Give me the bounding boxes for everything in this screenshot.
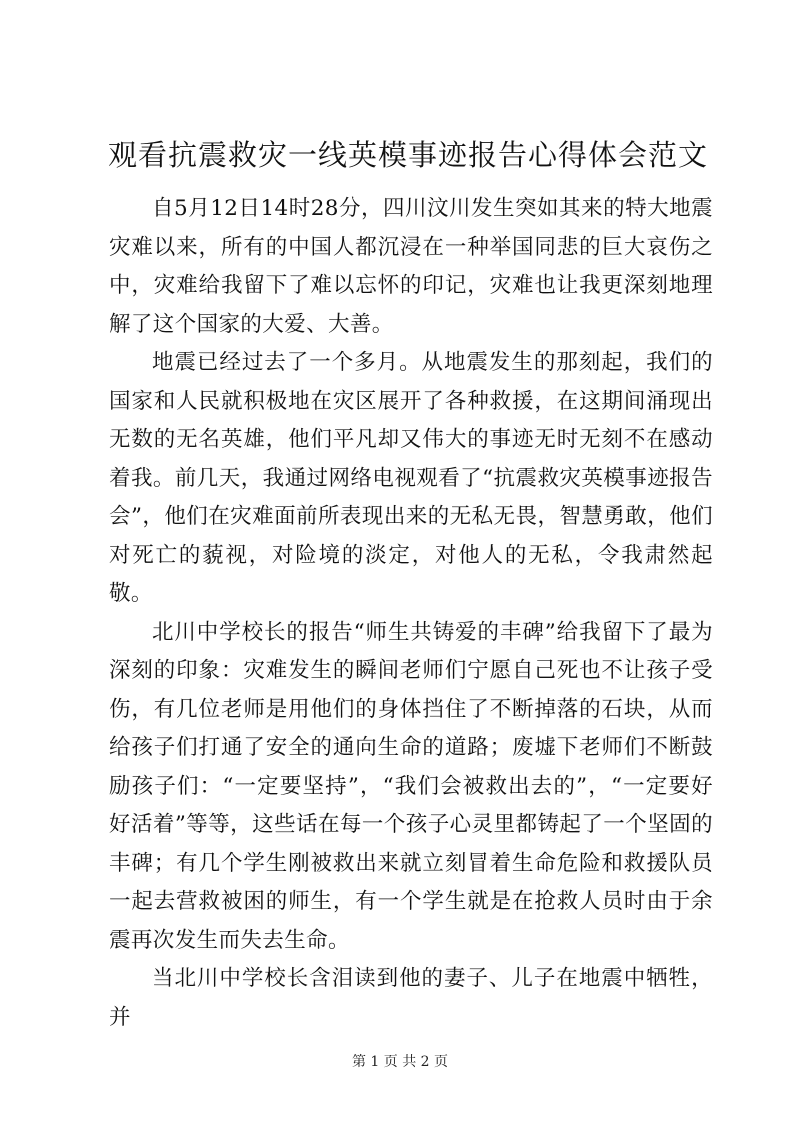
paragraph-4: 当北川中学校长含泪读到他的妻子、儿子在地震中牺牲，并: [109, 966, 713, 1030]
paragraph-2: 地震已经过去了一个多月。从地震发生的那刻起，我们的国家和人民就积极地在灾区展开了各种救援，在这期间涌现出无数的无名英雄，他们平凡却又伟大的事迹无时无刻不在感动着我。前几天，我通过网络电视观看了“抗震救灾英模事迹报告会”，他们在灾难面前所表现出来的无私无畏，智慧勇敢，他们对死亡的藐视，对险境的淡定，对他人的无私，令我肃然起敬。: [109, 350, 713, 606]
paragraph-1: 自5月12日14时28分，四川汶川发生突如其来的特大地震灾难以来，所有的中国人都沉浸在一种举国同悲的巨大哀伤之中，灾难给我留下了难以忘怀的印记，灾难也让我更深刻地理解了这个国家的大爱、大善。: [109, 196, 713, 337]
page-footer: 第 1 页 共 2 页: [351, 1054, 449, 1070]
paragraph-3: 北川中学校长的报告“师生共铸爱的丰碑”给我留下了最为深刻的印象：灾难发生的瞬间老师们宁愿自己死也不让孩子受伤，有几位老师是用他们的身体挡住了不断掉落的石块，从而给孩子们打通了安全的通向生命的道路；废墟下老师们不断鼓励孩子们：“一定要坚持”，“我们会被救出去的”，“一定要好好活着”等等，这些话在每一个孩子心灵里都铸起了一个坚固的丰碑；有几个学生刚被救出来就立刻冒着生命危险和救援队员一起去营救被困的师生，有一个学生就是在抢救人员时由于余震再次发生而失去生命。: [109, 619, 713, 953]
document-title: 观看抗震救灾一线英模事迹报告心得体会范文: [108, 138, 709, 172]
document-body: [109, 190, 713, 1037]
